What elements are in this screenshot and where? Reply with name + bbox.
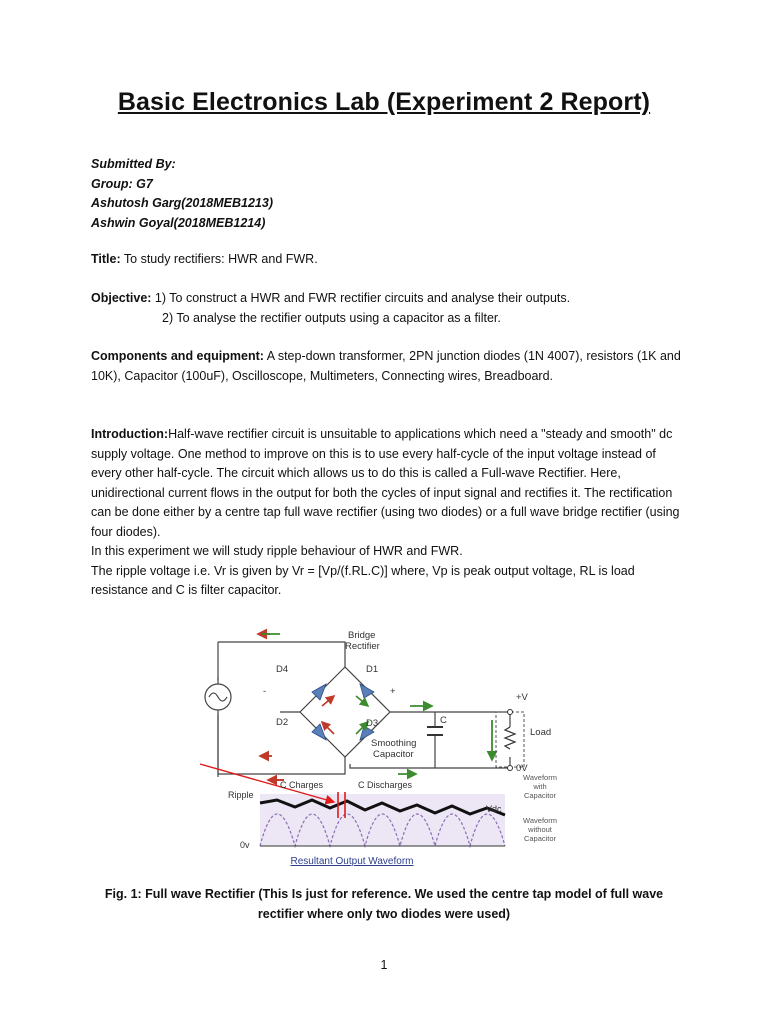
introduction-label: Introduction: bbox=[91, 427, 169, 441]
title-section bbox=[91, 250, 681, 270]
minus-label: - bbox=[263, 686, 267, 697]
waveform-with-2: with bbox=[533, 782, 547, 791]
zero-v-low-label: 0v bbox=[240, 840, 250, 850]
introduction-line-3: The ripple voltage i.e. Vr is given by Vr = [Vp/(f.RL.C)] where, Vp is peak output voltage, RL is load resistance and C is filter capacitor. bbox=[91, 563, 635, 597]
figure-caption: Fig. 1: Full wave Rectifier (This Is just for reference. We used the centre tap model of full wave rectifier where only two diodes were used) bbox=[104, 887, 664, 921]
components-label: Components and equipment: bbox=[91, 349, 264, 363]
member-1: Ashutosh Garg(2018MEB1213) bbox=[91, 196, 274, 210]
diode-d1-icon bbox=[360, 684, 374, 698]
introduction-line-2: In this experiment we will study ripple behaviour of HWR and FWR. bbox=[91, 544, 463, 558]
page-number: 1 bbox=[380, 958, 388, 972]
capacitor-label: Capacitor bbox=[373, 749, 414, 760]
d3-label: D3 bbox=[366, 718, 379, 729]
waveform-without-2: without bbox=[528, 825, 552, 834]
ripple-label: Ripple bbox=[228, 790, 254, 800]
d4-label: D4 bbox=[276, 664, 289, 675]
group-label: Group: G7 bbox=[91, 176, 153, 191]
introduction-text: Half-wave rectifier circuit is unsuitable to applications which need a "steady and smooth" dc supply voltage. One method to improve on this is to use every half-cycle of the input voltage instead of every other half-cycle. The circuit which allows us to do this is called a Full-wave Rectifier. Here, unidirectional current flows in the output for both the cycles of input signal and rectifies it. The rectification can be done either by a centre tap full wave rectifier (using two diodes) or a full wave bridge rectifier (using four diodes). bbox=[91, 427, 680, 539]
d1-label: D1 bbox=[366, 664, 379, 675]
page-title: Basic Electronics Lab (Experiment 2 Report) bbox=[117, 88, 651, 116]
submitted-by-block bbox=[91, 155, 273, 233]
components-text: A step-down transformer, 2PN junction diodes (1N 4007), resistors (1K and 10K), Capacitor (100uF), Oscilloscope, Multimeters, Connecting wires, Breadboard. bbox=[91, 349, 681, 383]
resultant-waveform-label: Resultant Output Waveform bbox=[290, 856, 414, 867]
smoothing-label: Smoothing bbox=[371, 738, 417, 749]
waveform-with-3: Capacitor bbox=[523, 791, 557, 800]
introduction-section bbox=[91, 425, 681, 601]
waveform-with-1: Waveform bbox=[523, 773, 557, 782]
c-label: C bbox=[440, 715, 447, 726]
bridge-label: Bridge bbox=[348, 630, 376, 641]
c-charges-label: C Charges bbox=[280, 780, 324, 790]
title-section-label: Title: bbox=[91, 252, 121, 266]
submitted-label: Submitted By: bbox=[91, 157, 176, 171]
d2-label: D2 bbox=[276, 717, 289, 728]
objective-label: Objective: bbox=[91, 291, 152, 305]
member-2: Ashwin Goyal(2018MEB1214) bbox=[91, 215, 266, 230]
title-section-text: To study rectifiers: HWR and FWR. bbox=[120, 252, 318, 266]
plus-label: + bbox=[390, 686, 396, 697]
objective-line-2: 2) To analyse the rectifier outputs using a capacitor as a filter. bbox=[162, 310, 501, 325]
waveform-without-3: Capacitor bbox=[523, 834, 557, 843]
objective-section bbox=[91, 289, 681, 328]
bridge-rectifier-figure bbox=[200, 622, 580, 872]
zero-v-label: 0V bbox=[516, 763, 528, 774]
objective-line-1: 1) To construct a HWR and FWR rectifier circuits and analyse their outputs. bbox=[151, 291, 571, 305]
load-label: Load bbox=[530, 727, 552, 738]
vdc-label: Vdc bbox=[486, 804, 502, 814]
rectifier-label: Rectifier bbox=[345, 641, 380, 652]
waveform-without-1: Waveform bbox=[523, 816, 557, 825]
components-section bbox=[91, 347, 681, 386]
plus-v-label: +V bbox=[516, 692, 528, 703]
c-discharges-label: C Discharges bbox=[358, 780, 413, 790]
